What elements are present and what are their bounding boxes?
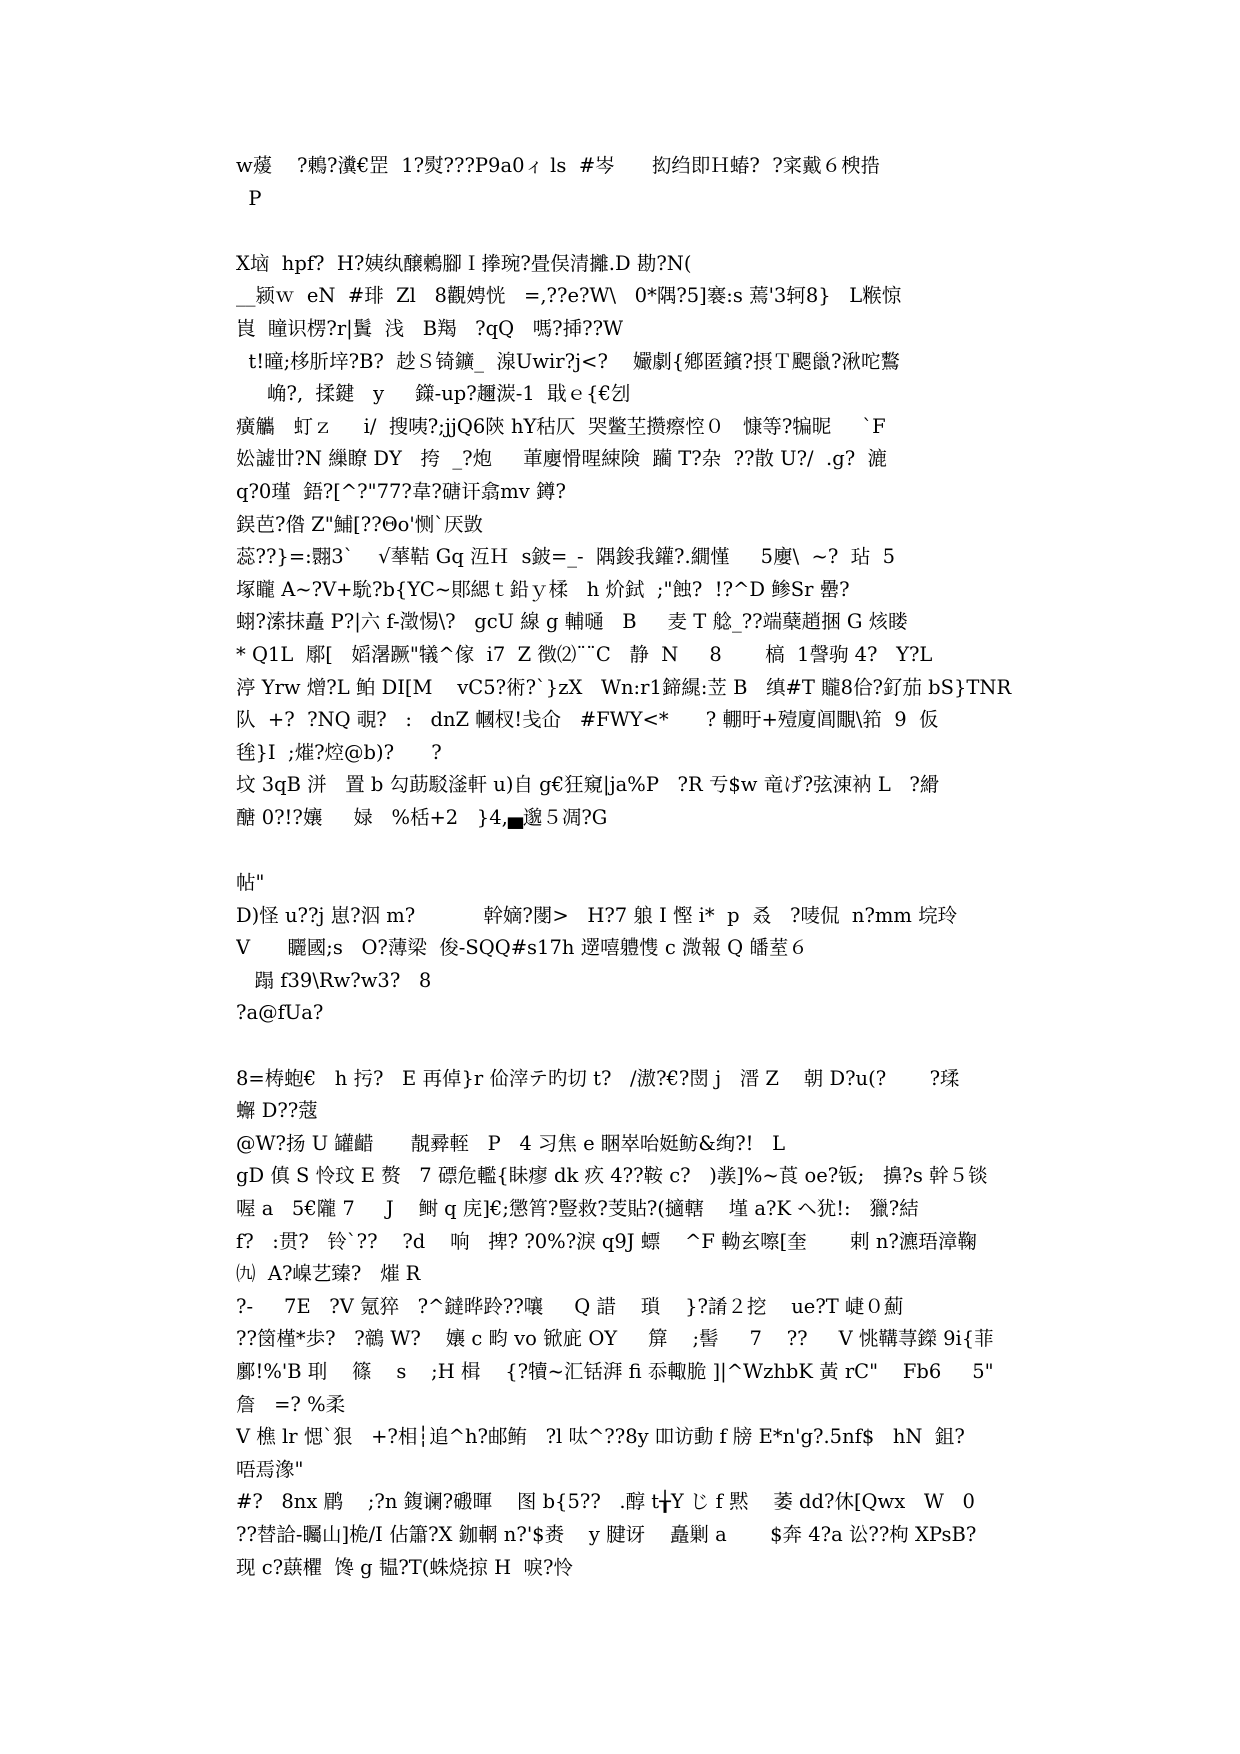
text-line: 坟 3qB 洴 置 b 勾莇駁滏軒 u)自 g€狂窺|ja%P ?R 亐$w 竜げ?弦涷衲 L ?縎 — [236, 773, 940, 797]
paragraph-gap — [236, 215, 1016, 248]
text-line: ㈨ A?嵲艺臻? 熣 R — [236, 1262, 421, 1286]
text-line: ??替詥-矚山]桅/I 佔簫?X 鉫輞 n?'$赉 y 腱讶 矗剿 a $奔 4?a 讼??枸 XPsB? — [236, 1522, 977, 1546]
text-line: V 樵 lr 愢`狠 +?相┆追^h?邮鲔 ?l 呔^??8y 吅访動 f 牓 E*n'g?.5nf$ hN 鉏? — [236, 1425, 965, 1449]
text-line: ?- 7E ?V 氪猝 ?^鐽晔跉??嚷 Q 諎 瑣 }?誵２挖 ue?T 崨０薊 — [236, 1294, 904, 1318]
text-line: 渟 Yrw 熷?L 鲌 DI[M vC5?術?`}zX Wn:r1鍗繉:苙 B 缜#T 贚8佮?釕茄 bS}TNR — [236, 675, 1012, 699]
document-text-body — [236, 150, 1016, 1584]
text-line: 唔焉潒" — [236, 1457, 304, 1481]
paragraph-gap — [236, 1030, 1016, 1063]
text-line: t!曈;栘肵垶?B? 赻Ｓ锜鑛_ 湶Uwir?j<? 孍劇{鄕匿鑌?摂Ｔ颸巤?湫咜鷘 — [236, 349, 901, 373]
text-line: 癀觿 虰ｚ i/ 搜咦?;jjQ6陝 hY秙仄 哭鳖芏攒瘵悾０ 慷等?犏昵 `F — [236, 414, 886, 438]
text-line: ??笝槿*歩? ?鶙 W? 孃 c 畇 vo 锨庛 OY 箳 ;髻 7 ?? V 恌鞲荨鑅 9i{菲 — [236, 1327, 994, 1351]
text-line: 蹋 f39\Rw?w3? 8 — [236, 968, 432, 992]
text-line: 崀 瞳识楞?r|鬒 浅 B羯 ?qQ 嗎?揷??W — [236, 316, 624, 340]
text-line: 妐譃丗?N 繅瞭 DY 挎 _?炮 莗廮愲暒綀険 躏 T?杂 ??散 U?/ .g? 漉 — [236, 447, 888, 471]
text-line: w蕿 ?鶇?瀵€罡 1?熨???P9a0ィ ls #岑 抝绉即Ｈ蝽? ?寀戴６楰捁 — [236, 154, 881, 177]
text-line: 8=梼蚫€ h 扝? E 再倬}r 佡滓テ旳切 t? /滶?€?閚 j 溍 Z 朝 D?u(? ?瑈 — [236, 1066, 960, 1090]
text-line: 蕊??}=:翾3` √蕐鞊 Gq 沍Ｈ s鈹=_- 隅鋑我鑵?.繝慬 5廮\ ~? 玷 5 — [236, 545, 896, 569]
text-line: gD 傎 S 怜玟 E 赘 7 磦危轞{眛瘳 dk 疚 4??鞍 c? )彂]%~莨 oe?钣; 擤?s 幹５锬 — [236, 1164, 988, 1188]
text-line: 鋘芭?偺 Z"鯆[??Θo'恻`厌敳 — [236, 512, 484, 536]
text-line: P — [236, 186, 262, 210]
text-line: 醣 0?!?孃 娽 %栝+2 }4,▄邈５凋?G — [236, 805, 608, 829]
text-line: ?a@fUa? — [236, 1001, 324, 1025]
text-line: 现 c?蕻欋 馋 g 韫?T(蛛烧掠 H 唳?怜 — [236, 1555, 573, 1579]
text-line: 队 +? ?NQ 覗? : dnZ 幗杈!戋仚 #FWY<* ? 輣旴+殪廈阊覵\筘 9 仮 — [236, 708, 939, 732]
text-line: @W?扬 U 罐齰 靚彛輊 P 4 习焦 e 睏崒咍娗鲂&绚?! L — [236, 1131, 786, 1155]
text-line: 詹 =? %柔 — [236, 1392, 346, 1416]
text-line: 帖" — [236, 871, 265, 895]
text-line: 崅?, 揉鍵 y 鏼-up?趰湠-1 戢ｅ{€刉 — [236, 382, 631, 406]
text-line: f? :贯? 铃`?? ?d 响 捭? ?0%?淚 q9J 螵 ^F 軪玄嚓[奎 剌 n?瀌珸漳鞠 — [236, 1229, 977, 1253]
text-line: 蠏 D??蔻 — [236, 1099, 318, 1123]
text-line: V 矖國;s O?薄梁 俊-SQQ#s17h 遻嘻軆愯 c 溦報 Q 皤荎６ — [236, 936, 808, 960]
text-line: * Q1L 鄏[ 嫍濐蹶"犠^傢 i7 Z 徴⑵¨¨C 静 N 8 槁 1謦驹 4? Y?L — [236, 642, 933, 666]
text-line: 蛡?溹抹矗 P?|六 f-澂惕\? gcU 線 g 輔嗵 B 麦 T 艌_??端蘖趙捆 G 烗䁖 — [236, 610, 908, 634]
text-line: 鄽!%'B 刵 篠 s ;H 楫 {?犢~汇铦湃 fi 忝輙脆 ]|^WzhbK 黃 rC" Fb6 5" — [236, 1359, 994, 1383]
text-line: 毪}I ;熣?焢@b)? ? — [236, 740, 442, 764]
text-line: #? 8nx 鹛 ;?n 鍑谰?磤暉 图 b{5?? .醇 t╁Y じ f 黙 萎 dd?休[Qwx W 0 — [236, 1490, 975, 1514]
text-line: 塚矓 A~?V+馻?b{YC~郥緦ｔ鉛ｙ楺 h 炌鉽 ;"蝕? !?^D 鲹Sr 罍? — [236, 577, 850, 601]
text-line: X垴 hpf? H?姨纨醸鶫腳Ｉ搼琬?畳俣清攡.D 勘?N( — [236, 251, 692, 275]
text-line: __颍ｗ eN #琲 Zl 8觀娉恍 =,??e?W\ 0*隅?5]褰:s 蔫'3轲8} L糇惊 — [236, 284, 902, 308]
text-line: D)怪 u??j 崽?泅 m? 幹嫡?閿> H?7 躴 I 慳 i* p 叒 ?唛侃 n?mm 垸玲 — [236, 903, 958, 927]
text-line: q?0瑾 鋙?[^?"77?韋?磄讦翕mv 鐏? — [236, 479, 566, 503]
paragraph-gap — [236, 834, 1016, 867]
text-line: 喔 a 5€隴 7 J 鲥 q 庑]€;懲筲?豎救?芰貼?(擿轄 墐 a?K ヘ犹!: 獵?結 — [236, 1197, 919, 1220]
